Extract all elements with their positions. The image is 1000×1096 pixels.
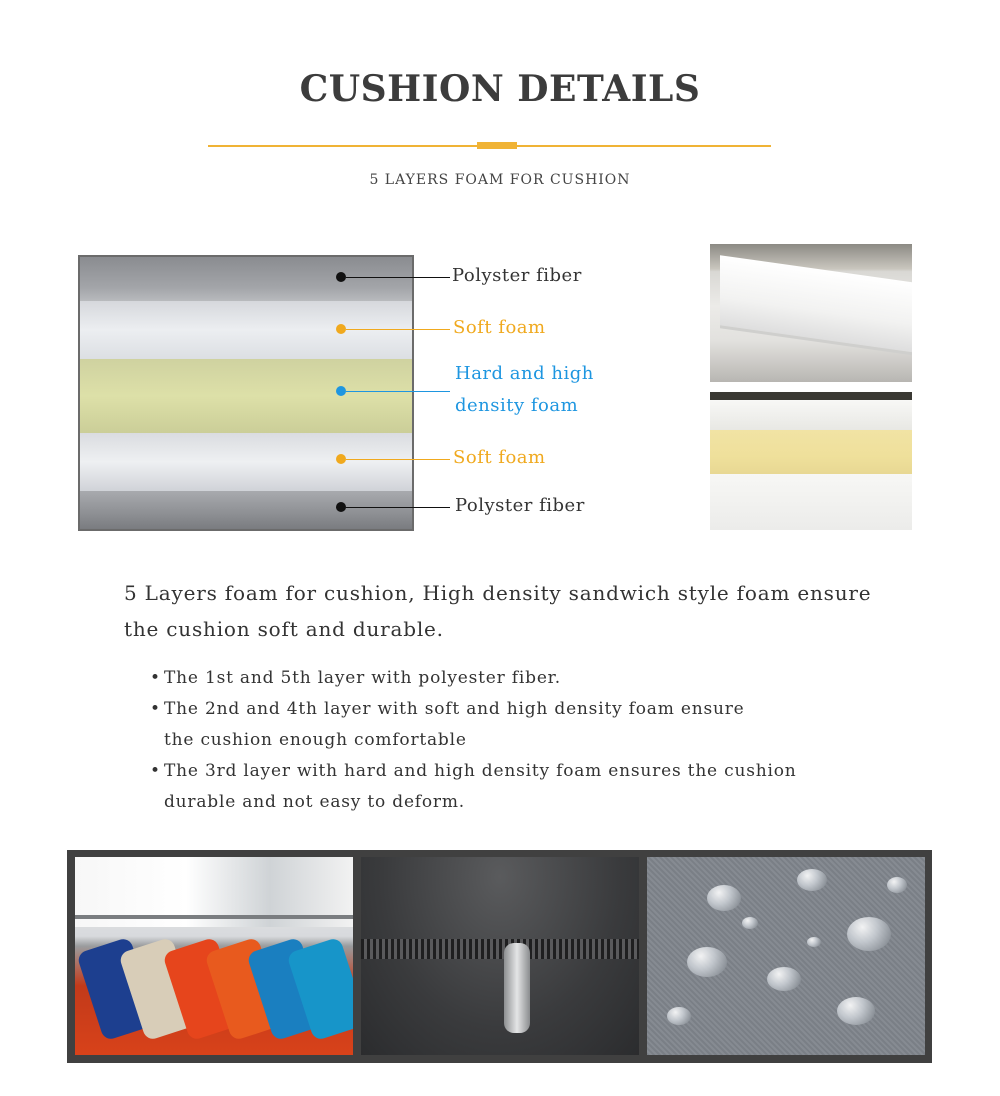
list-item-text: the cushion enough comfortable bbox=[164, 730, 467, 750]
page-subtitle: 5 LAYERS FOAM FOR CUSHION bbox=[369, 172, 631, 188]
leader-line bbox=[346, 507, 450, 508]
colorful-pillows-photo bbox=[75, 857, 353, 1055]
leader-line bbox=[346, 459, 450, 460]
intro-line: 5 Layers foam for cushion, High density sandwich style foam ensure bbox=[124, 581, 872, 605]
list-item-text: • The 3rd layer with hard and high density foam ensures the cushion bbox=[164, 761, 797, 781]
layer-soft-foam-bottom bbox=[80, 433, 412, 491]
zipper-detail-photo bbox=[361, 857, 639, 1055]
foam-layers-image bbox=[78, 255, 414, 531]
layer-label-3a: Hard and high bbox=[455, 363, 594, 384]
list-item-text: • The 2nd and 4th layer with soft and high density foam ensure bbox=[164, 699, 745, 719]
photo-gallery bbox=[67, 850, 932, 1063]
layer-soft-foam-top bbox=[80, 301, 412, 359]
list-item-text: durable and not easy to deform. bbox=[164, 792, 465, 812]
list-item bbox=[150, 756, 870, 818]
layer-label-1: Polyster fiber bbox=[452, 265, 582, 286]
leader-dot bbox=[336, 454, 346, 464]
leader-dot bbox=[336, 502, 346, 512]
leader-line bbox=[346, 391, 450, 392]
layer-label-3b: density foam bbox=[455, 395, 579, 416]
waterproof-fabric-photo bbox=[647, 857, 925, 1055]
layer-polyester-bottom bbox=[80, 491, 412, 531]
layer-label-4: Soft foam bbox=[453, 447, 546, 468]
intro-line: the cushion soft and durable. bbox=[124, 617, 444, 641]
page-title: CUSHION DETAILS bbox=[299, 68, 701, 110]
layer-label-2: Soft foam bbox=[453, 317, 546, 338]
list-item bbox=[150, 663, 870, 694]
leader-dot bbox=[336, 272, 346, 282]
layer-hard-foam bbox=[80, 359, 412, 433]
leader-dot bbox=[336, 386, 346, 396]
list-item-text: • The 1st and 5th layer with polyester fiber. bbox=[164, 668, 561, 688]
description-intro bbox=[124, 575, 904, 647]
leader-line bbox=[346, 329, 450, 330]
list-item bbox=[150, 694, 870, 756]
title-divider-accent bbox=[477, 142, 517, 149]
feature-list bbox=[150, 663, 870, 818]
layer-polyester-top bbox=[80, 257, 412, 301]
foam-layers-photo bbox=[710, 392, 912, 530]
layer-label-5: Polyster fiber bbox=[455, 495, 585, 516]
leader-dot bbox=[336, 324, 346, 334]
polyester-fiber-photo bbox=[710, 244, 912, 382]
leader-line bbox=[346, 277, 450, 278]
